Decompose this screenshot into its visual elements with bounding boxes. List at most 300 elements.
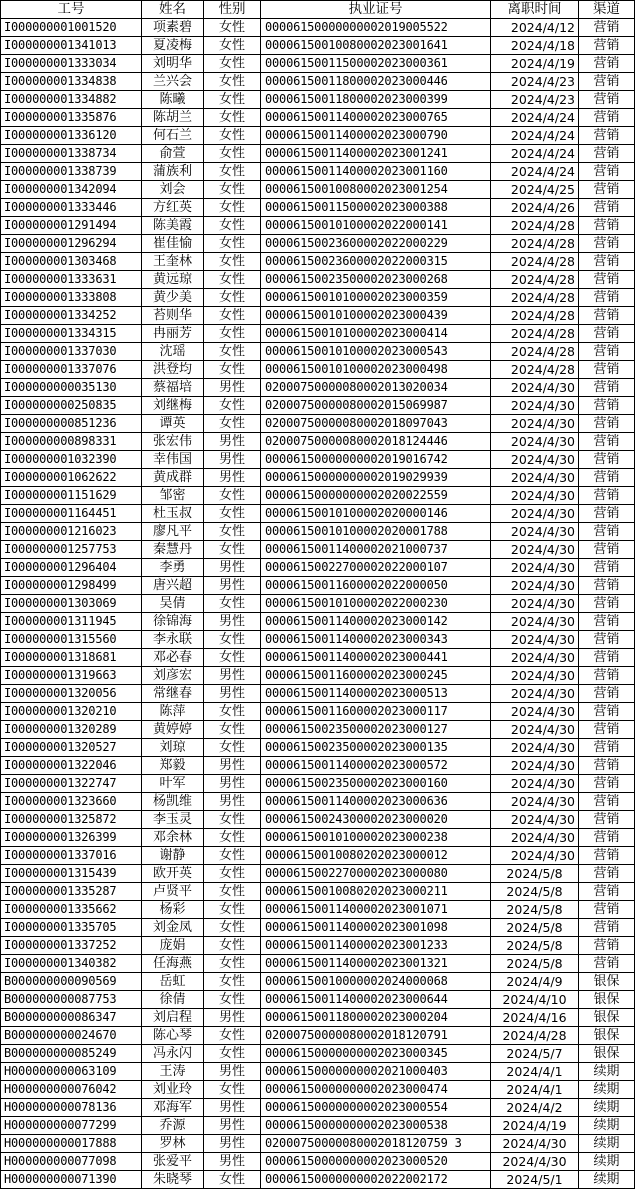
cell-name: 夏凌梅 <box>142 37 204 55</box>
cell-resignation-date: 2024/4/30 <box>491 1153 579 1171</box>
cell-name: 岳虹 <box>142 973 204 991</box>
cell-resignation-date: 2024/4/30 <box>491 757 579 775</box>
cell-employee-id: I000000001257753 <box>1 541 142 559</box>
cell-gender: 女性 <box>204 919 261 937</box>
cell-name: 陈胡兰 <box>142 109 204 127</box>
cell-name: 邹密 <box>142 487 204 505</box>
table-row <box>1 73 635 91</box>
cell-gender: 男性 <box>204 1099 261 1117</box>
cell-employee-id: I000000001335705 <box>1 919 142 937</box>
cell-name: 崔佳愉 <box>142 235 204 253</box>
cell-license-number: 00006150011600002023000117 <box>261 703 491 721</box>
cell-channel: 营销 <box>579 631 635 649</box>
cell-channel: 营销 <box>579 361 635 379</box>
table-row <box>1 1135 635 1153</box>
cell-employee-id: I000000001311945 <box>1 613 142 631</box>
cell-resignation-date: 2024/4/19 <box>491 55 579 73</box>
cell-gender: 女性 <box>204 883 261 901</box>
cell-employee-id: I000000001164451 <box>1 505 142 523</box>
table-row <box>1 793 635 811</box>
table-row <box>1 541 635 559</box>
cell-resignation-date: 2024/4/16 <box>491 1009 579 1027</box>
cell-channel: 营销 <box>579 667 635 685</box>
cell-license-number: 00006150011400002023000572 <box>261 757 491 775</box>
cell-resignation-date: 2024/5/8 <box>491 865 579 883</box>
cell-license-number: 00006150011400002023000142 <box>261 613 491 631</box>
header-employee-id: 工号 <box>1 1 142 19</box>
cell-license-number: 00006150022700002023000080 <box>261 865 491 883</box>
cell-resignation-date: 2024/4/2 <box>491 1099 579 1117</box>
cell-employee-id: I000000001333631 <box>1 271 142 289</box>
cell-gender: 女性 <box>204 973 261 991</box>
cell-license-number: 00006150011400002023001233 <box>261 937 491 955</box>
cell-employee-id: H000000000063109 <box>1 1063 142 1081</box>
table-row <box>1 235 635 253</box>
cell-license-number: 00006150023500002023000160 <box>261 775 491 793</box>
cell-gender: 女性 <box>204 901 261 919</box>
cell-employee-id: I000000000898331 <box>1 433 142 451</box>
cell-employee-id: I000000001334838 <box>1 73 142 91</box>
cell-channel: 银保 <box>579 1027 635 1045</box>
cell-gender: 女性 <box>204 163 261 181</box>
cell-resignation-date: 2024/4/28 <box>491 217 579 235</box>
cell-license-number: 00006150011800002023000446 <box>261 73 491 91</box>
cell-channel: 续期 <box>579 1117 635 1135</box>
cell-resignation-date: 2024/4/28 <box>491 361 579 379</box>
cell-resignation-date: 2024/4/30 <box>491 415 579 433</box>
cell-channel: 营销 <box>579 865 635 883</box>
cell-resignation-date: 2024/4/19 <box>491 1117 579 1135</box>
cell-channel: 营销 <box>579 19 635 37</box>
cell-channel: 营销 <box>579 541 635 559</box>
cell-gender: 男性 <box>204 793 261 811</box>
cell-channel: 营销 <box>579 811 635 829</box>
cell-employee-id: I000000001333446 <box>1 199 142 217</box>
cell-license-number: 00006150010100002023000439 <box>261 307 491 325</box>
cell-license-number: 00006150000000002023000474 <box>261 1081 491 1099</box>
cell-gender: 女性 <box>204 307 261 325</box>
cell-name: 欧开英 <box>142 865 204 883</box>
cell-channel: 营销 <box>579 703 635 721</box>
cell-name: 李勇 <box>142 559 204 577</box>
cell-channel: 营销 <box>579 505 635 523</box>
table-row <box>1 739 635 757</box>
cell-channel: 银保 <box>579 1009 635 1027</box>
cell-gender: 女性 <box>204 937 261 955</box>
cell-gender: 男性 <box>204 559 261 577</box>
header-resignation-date: 离职时间 <box>491 1 579 19</box>
header-name: 姓名 <box>142 1 204 19</box>
cell-resignation-date: 2024/4/30 <box>491 433 579 451</box>
table-row <box>1 577 635 595</box>
cell-channel: 营销 <box>579 757 635 775</box>
table-row <box>1 325 635 343</box>
cell-name: 洪登均 <box>142 361 204 379</box>
cell-name: 刘金凤 <box>142 919 204 937</box>
cell-employee-id: I000000001032390 <box>1 451 142 469</box>
cell-name: 叶军 <box>142 775 204 793</box>
cell-employee-id: I000000001001520 <box>1 19 142 37</box>
table-row <box>1 289 635 307</box>
cell-employee-id: H000000000078136 <box>1 1099 142 1117</box>
cell-license-number: 02000750000080002015069987 <box>261 397 491 415</box>
cell-employee-id: I000000001333808 <box>1 289 142 307</box>
cell-channel: 营销 <box>579 937 635 955</box>
cell-employee-id: I000000000035130 <box>1 379 142 397</box>
cell-channel: 营销 <box>579 253 635 271</box>
cell-gender: 男性 <box>204 379 261 397</box>
table-row <box>1 469 635 487</box>
table-row <box>1 775 635 793</box>
cell-license-number: 00006150024300002023000020 <box>261 811 491 829</box>
cell-resignation-date: 2024/5/7 <box>491 1045 579 1063</box>
table-row <box>1 1171 635 1189</box>
cell-employee-id: I000000001337016 <box>1 847 142 865</box>
cell-employee-id: I000000001319663 <box>1 667 142 685</box>
cell-name: 俞萱 <box>142 145 204 163</box>
table-row <box>1 163 635 181</box>
cell-resignation-date: 2024/4/24 <box>491 127 579 145</box>
cell-employee-id: I000000001336120 <box>1 127 142 145</box>
cell-name: 卢贤平 <box>142 883 204 901</box>
cell-employee-id: I000000001337076 <box>1 361 142 379</box>
cell-license-number: 00006150011400002023000636 <box>261 793 491 811</box>
table-row <box>1 271 635 289</box>
cell-employee-id: H000000000017888 <box>1 1135 142 1153</box>
table-row <box>1 199 635 217</box>
cell-gender: 女性 <box>204 55 261 73</box>
cell-name: 任海燕 <box>142 955 204 973</box>
cell-license-number: 00006150000000002021000403 <box>261 1063 491 1081</box>
cell-employee-id: I000000001334882 <box>1 91 142 109</box>
cell-resignation-date: 2024/4/25 <box>491 181 579 199</box>
cell-gender: 男性 <box>204 469 261 487</box>
cell-license-number: 00006150010100002020001788 <box>261 523 491 541</box>
cell-license-number: 00006150023600002022000229 <box>261 235 491 253</box>
cell-employee-id: I000000001298499 <box>1 577 142 595</box>
cell-employee-id: I000000001340382 <box>1 955 142 973</box>
cell-name: 刘琼 <box>142 739 204 757</box>
cell-gender: 女性 <box>204 1171 261 1189</box>
cell-resignation-date: 2024/4/30 <box>491 829 579 847</box>
table-row <box>1 361 635 379</box>
cell-name: 杨凯维 <box>142 793 204 811</box>
cell-channel: 营销 <box>579 721 635 739</box>
table-row <box>1 595 635 613</box>
cell-channel: 营销 <box>579 289 635 307</box>
cell-resignation-date: 2024/4/28 <box>491 1027 579 1045</box>
cell-license-number: 00006150000000002019029939 <box>261 469 491 487</box>
cell-gender: 男性 <box>204 433 261 451</box>
cell-license-number: 00006150022700002022000107 <box>261 559 491 577</box>
table-row <box>1 721 635 739</box>
table-row <box>1 217 635 235</box>
cell-name: 杜玉叔 <box>142 505 204 523</box>
cell-channel: 营销 <box>579 217 635 235</box>
cell-name: 李永联 <box>142 631 204 649</box>
cell-license-number: 00006150023500002023000268 <box>261 271 491 289</box>
cell-gender: 女性 <box>204 127 261 145</box>
cell-license-number: 00006150011400002023000513 <box>261 685 491 703</box>
cell-channel: 营销 <box>579 613 635 631</box>
cell-employee-id: I000000001303069 <box>1 595 142 613</box>
header-license-number: 执业证号 <box>261 1 491 19</box>
cell-name: 黄成群 <box>142 469 204 487</box>
cell-employee-id: I000000001326399 <box>1 829 142 847</box>
table-row <box>1 343 635 361</box>
cell-license-number: 00006150000000002020022559 <box>261 487 491 505</box>
cell-license-number: 00006150010100002022000230 <box>261 595 491 613</box>
cell-gender: 男性 <box>204 1117 261 1135</box>
cell-license-number: 02000750000080002018097043 <box>261 415 491 433</box>
cell-license-number: 02000750000080002018120759 3 <box>261 1135 491 1153</box>
cell-gender: 女性 <box>204 181 261 199</box>
cell-resignation-date: 2024/4/30 <box>491 487 579 505</box>
cell-resignation-date: 2024/4/24 <box>491 145 579 163</box>
cell-resignation-date: 2024/4/23 <box>491 91 579 109</box>
cell-channel: 营销 <box>579 145 635 163</box>
cell-gender: 女性 <box>204 631 261 649</box>
cell-license-number: 00006150010080002023001641 <box>261 37 491 55</box>
table-row <box>1 631 635 649</box>
cell-channel: 营销 <box>579 775 635 793</box>
table-row <box>1 415 635 433</box>
cell-name: 张爱平 <box>142 1153 204 1171</box>
cell-gender: 女性 <box>204 1081 261 1099</box>
cell-license-number: 00006150011400002023001160 <box>261 163 491 181</box>
cell-name: 唐兴超 <box>142 577 204 595</box>
cell-employee-id: I000000001335876 <box>1 109 142 127</box>
cell-resignation-date: 2024/4/30 <box>491 379 579 397</box>
cell-resignation-date: 2024/4/30 <box>491 811 579 829</box>
cell-gender: 女性 <box>204 955 261 973</box>
cell-gender: 女性 <box>204 649 261 667</box>
cell-resignation-date: 2024/4/28 <box>491 253 579 271</box>
cell-employee-id: I000000001320289 <box>1 721 142 739</box>
cell-employee-id: B000000000024670 <box>1 1027 142 1045</box>
cell-resignation-date: 2024/4/28 <box>491 289 579 307</box>
cell-channel: 营销 <box>579 595 635 613</box>
cell-resignation-date: 2024/4/28 <box>491 235 579 253</box>
cell-license-number: 00006150010100002023000359 <box>261 289 491 307</box>
cell-channel: 营销 <box>579 739 635 757</box>
cell-license-number: 00006150000000002023000538 <box>261 1117 491 1135</box>
cell-gender: 女性 <box>204 37 261 55</box>
cell-gender: 男性 <box>204 1063 261 1081</box>
table-row <box>1 757 635 775</box>
table-body <box>1 19 635 1189</box>
table-row <box>1 1009 635 1027</box>
cell-name: 陈心琴 <box>142 1027 204 1045</box>
table-row <box>1 505 635 523</box>
cell-channel: 营销 <box>579 487 635 505</box>
cell-name: 罗林 <box>142 1135 204 1153</box>
cell-employee-id: I000000001333034 <box>1 55 142 73</box>
cell-name: 常继春 <box>142 685 204 703</box>
cell-channel: 营销 <box>579 577 635 595</box>
cell-channel: 续期 <box>579 1099 635 1117</box>
cell-resignation-date: 2024/4/30 <box>491 1135 579 1153</box>
table-row <box>1 937 635 955</box>
table-row <box>1 1153 635 1171</box>
cell-license-number: 00006150010100002023000238 <box>261 829 491 847</box>
cell-resignation-date: 2024/4/30 <box>491 469 579 487</box>
cell-employee-id: H000000000077299 <box>1 1117 142 1135</box>
cell-channel: 营销 <box>579 523 635 541</box>
cell-channel: 营销 <box>579 271 635 289</box>
cell-gender: 女性 <box>204 415 261 433</box>
cell-gender: 男性 <box>204 775 261 793</box>
cell-employee-id: I000000001337252 <box>1 937 142 955</box>
cell-resignation-date: 2024/4/24 <box>491 109 579 127</box>
cell-channel: 营销 <box>579 469 635 487</box>
cell-license-number: 00006150000000002023000345 <box>261 1045 491 1063</box>
cell-resignation-date: 2024/4/30 <box>491 667 579 685</box>
cell-resignation-date: 2024/4/30 <box>491 685 579 703</box>
cell-resignation-date: 2024/4/10 <box>491 991 579 1009</box>
cell-employee-id: I000000001325872 <box>1 811 142 829</box>
table-row <box>1 109 635 127</box>
cell-resignation-date: 2024/4/30 <box>491 595 579 613</box>
cell-channel: 营销 <box>579 883 635 901</box>
cell-name: 冯永闪 <box>142 1045 204 1063</box>
table-row <box>1 613 635 631</box>
cell-employee-id: I000000001342094 <box>1 181 142 199</box>
cell-license-number: 00006150000000002023000520 <box>261 1153 491 1171</box>
cell-employee-id: H000000000077098 <box>1 1153 142 1171</box>
cell-resignation-date: 2024/4/18 <box>491 37 579 55</box>
cell-resignation-date: 2024/4/30 <box>491 739 579 757</box>
table-row <box>1 451 635 469</box>
cell-gender: 女性 <box>204 253 261 271</box>
header-row <box>1 1 635 19</box>
cell-resignation-date: 2024/4/30 <box>491 721 579 739</box>
cell-gender: 男性 <box>204 451 261 469</box>
cell-license-number: 00006150011400002023001321 <box>261 955 491 973</box>
cell-resignation-date: 2024/5/8 <box>491 919 579 937</box>
cell-gender: 女性 <box>204 361 261 379</box>
cell-channel: 营销 <box>579 163 635 181</box>
cell-resignation-date: 2024/4/28 <box>491 343 579 361</box>
cell-name: 沈瑶 <box>142 343 204 361</box>
cell-gender: 女性 <box>204 1027 261 1045</box>
cell-employee-id: I000000001291494 <box>1 217 142 235</box>
cell-channel: 营销 <box>579 649 635 667</box>
cell-employee-id: B000000000087753 <box>1 991 142 1009</box>
cell-license-number: 02000750000080002018124446 <box>261 433 491 451</box>
cell-name: 郑毅 <box>142 757 204 775</box>
cell-license-number: 00006150010000002024000068 <box>261 973 491 991</box>
cell-resignation-date: 2024/4/30 <box>491 451 579 469</box>
table-row <box>1 397 635 415</box>
cell-license-number: 00006150023500002023000135 <box>261 739 491 757</box>
cell-channel: 营销 <box>579 919 635 937</box>
cell-channel: 营销 <box>579 559 635 577</box>
cell-channel: 续期 <box>579 1153 635 1171</box>
cell-employee-id: I000000001296404 <box>1 559 142 577</box>
cell-channel: 营销 <box>579 307 635 325</box>
cell-gender: 男性 <box>204 1009 261 1027</box>
cell-gender: 男性 <box>204 1135 261 1153</box>
table-row <box>1 145 635 163</box>
table-row <box>1 649 635 667</box>
cell-gender: 女性 <box>204 523 261 541</box>
cell-license-number: 00006150010100002023000414 <box>261 325 491 343</box>
table-row <box>1 667 635 685</box>
cell-name: 庞娟 <box>142 937 204 955</box>
cell-resignation-date: 2024/4/30 <box>491 559 579 577</box>
cell-license-number: 00006150011600002023000245 <box>261 667 491 685</box>
cell-license-number: 00006150010100002023000543 <box>261 343 491 361</box>
table-row <box>1 91 635 109</box>
cell-name: 王奎林 <box>142 253 204 271</box>
cell-gender: 女性 <box>204 19 261 37</box>
cell-gender: 男性 <box>204 667 261 685</box>
table-row <box>1 919 635 937</box>
cell-resignation-date: 2024/4/30 <box>491 631 579 649</box>
cell-license-number: 00006150011400002023000790 <box>261 127 491 145</box>
cell-employee-id: I000000001337030 <box>1 343 142 361</box>
cell-name: 朱晓琴 <box>142 1171 204 1189</box>
table-row <box>1 1027 635 1045</box>
cell-resignation-date: 2024/4/1 <box>491 1063 579 1081</box>
cell-channel: 续期 <box>579 1081 635 1099</box>
cell-name: 陈曦 <box>142 91 204 109</box>
cell-license-number: 00006150011400002021000737 <box>261 541 491 559</box>
cell-name: 蔡福培 <box>142 379 204 397</box>
cell-channel: 营销 <box>579 343 635 361</box>
table-row <box>1 523 635 541</box>
cell-channel: 营销 <box>579 379 635 397</box>
cell-gender: 男性 <box>204 1153 261 1171</box>
cell-resignation-date: 2024/4/30 <box>491 397 579 415</box>
cell-channel: 营销 <box>579 325 635 343</box>
cell-license-number: 00006150023600002022000315 <box>261 253 491 271</box>
cell-name: 邓余林 <box>142 829 204 847</box>
cell-gender: 女性 <box>204 199 261 217</box>
cell-employee-id: I000000001296294 <box>1 235 142 253</box>
cell-name: 徐倩 <box>142 991 204 1009</box>
cell-name: 兰兴会 <box>142 73 204 91</box>
table-row <box>1 685 635 703</box>
cell-license-number: 00006150000000002022002172 <box>261 1171 491 1189</box>
cell-name: 乔源 <box>142 1117 204 1135</box>
cell-gender: 女性 <box>204 487 261 505</box>
cell-employee-id: I000000001341013 <box>1 37 142 55</box>
cell-employee-id: I000000000851236 <box>1 415 142 433</box>
cell-name: 廖凡平 <box>142 523 204 541</box>
cell-license-number: 00006150000000002023000554 <box>261 1099 491 1117</box>
cell-employee-id: I000000001315560 <box>1 631 142 649</box>
table-row <box>1 307 635 325</box>
table-row <box>1 379 635 397</box>
cell-channel: 营销 <box>579 199 635 217</box>
cell-name: 刘继梅 <box>142 397 204 415</box>
cell-name: 杨彩 <box>142 901 204 919</box>
cell-gender: 女性 <box>204 865 261 883</box>
cell-channel: 营销 <box>579 55 635 73</box>
cell-gender: 女性 <box>204 235 261 253</box>
cell-resignation-date: 2024/5/1 <box>491 1171 579 1189</box>
cell-gender: 女性 <box>204 325 261 343</box>
cell-channel: 续期 <box>579 1171 635 1189</box>
cell-employee-id: I000000001338739 <box>1 163 142 181</box>
cell-channel: 营销 <box>579 451 635 469</box>
cell-license-number: 00006150011400002023000644 <box>261 991 491 1009</box>
cell-gender: 男性 <box>204 577 261 595</box>
cell-license-number: 00006150000000002019016742 <box>261 451 491 469</box>
cell-employee-id: I000000001318681 <box>1 649 142 667</box>
